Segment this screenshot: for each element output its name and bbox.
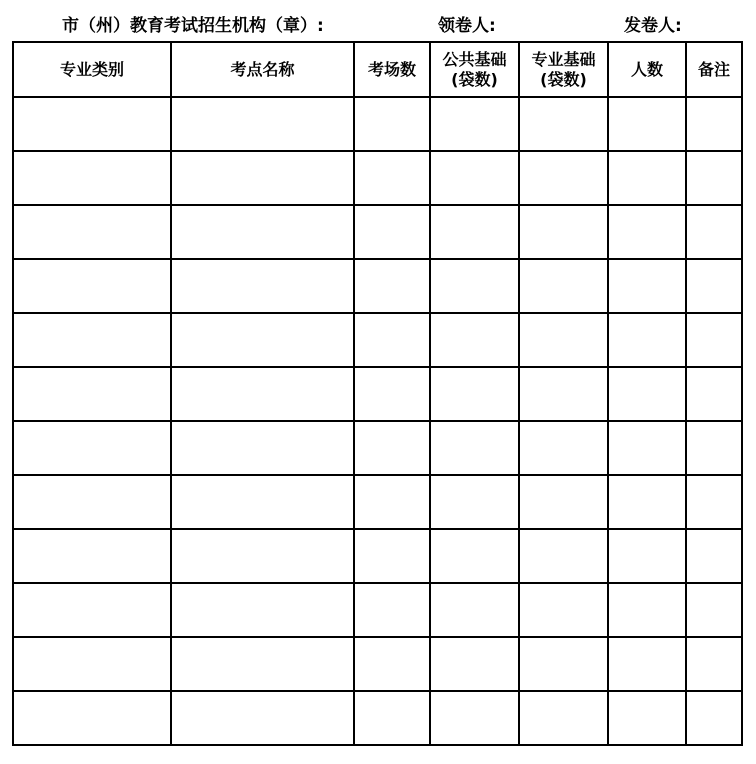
cell-headcount[interactable] — [608, 529, 686, 583]
cell-headcount[interactable] — [608, 313, 686, 367]
cell-public-basics-bags[interactable] — [430, 313, 519, 367]
table-header-row — [13, 42, 742, 97]
col-header-major-basics-bags: 专业基础 (袋数) — [519, 42, 608, 97]
cell-remarks[interactable] — [686, 637, 742, 691]
table-row — [13, 637, 742, 691]
cell-site-name[interactable] — [171, 259, 354, 313]
cell-public-basics-bags[interactable] — [430, 367, 519, 421]
table-row — [13, 691, 742, 745]
cell-headcount[interactable] — [608, 583, 686, 637]
cell-room-count[interactable] — [354, 421, 430, 475]
cell-major-category[interactable] — [13, 583, 171, 637]
distribution-table — [12, 41, 743, 746]
cell-site-name[interactable] — [171, 421, 354, 475]
cell-room-count[interactable] — [354, 691, 430, 745]
cell-major-category[interactable] — [13, 421, 171, 475]
receiver-label: 领卷人: — [438, 16, 496, 36]
cell-headcount[interactable] — [608, 151, 686, 205]
table-row — [13, 367, 742, 421]
col-header-headcount: 人数 — [608, 42, 686, 97]
cell-room-count[interactable] — [354, 259, 430, 313]
cell-site-name[interactable] — [171, 529, 354, 583]
org-seal-label: 市（州）教育考试招生机构（章）: — [62, 16, 324, 36]
cell-headcount[interactable] — [608, 691, 686, 745]
cell-room-count[interactable] — [354, 151, 430, 205]
cell-headcount[interactable] — [608, 367, 686, 421]
cell-major-basics-bags[interactable] — [519, 421, 608, 475]
cell-room-count[interactable] — [354, 97, 430, 151]
cell-headcount[interactable] — [608, 259, 686, 313]
cell-major-basics-bags[interactable] — [519, 205, 608, 259]
table-row — [13, 259, 742, 313]
col-header-public-basics-bags: 公共基础 (袋数) — [430, 42, 519, 97]
cell-major-category[interactable] — [13, 691, 171, 745]
cell-public-basics-bags[interactable] — [430, 205, 519, 259]
cell-site-name[interactable] — [171, 151, 354, 205]
cell-public-basics-bags[interactable] — [430, 475, 519, 529]
cell-major-category[interactable] — [13, 259, 171, 313]
cell-remarks[interactable] — [686, 151, 742, 205]
cell-site-name[interactable] — [171, 475, 354, 529]
cell-major-basics-bags[interactable] — [519, 475, 608, 529]
cell-remarks[interactable] — [686, 691, 742, 745]
cell-major-category[interactable] — [13, 205, 171, 259]
cell-headcount[interactable] — [608, 205, 686, 259]
cell-site-name[interactable] — [171, 691, 354, 745]
cell-public-basics-bags[interactable] — [430, 97, 519, 151]
col-header-room-count: 考场数 — [354, 42, 430, 97]
table-row — [13, 421, 742, 475]
cell-remarks[interactable] — [686, 583, 742, 637]
table-row — [13, 97, 742, 151]
cell-room-count[interactable] — [354, 205, 430, 259]
cell-major-basics-bags[interactable] — [519, 313, 608, 367]
cell-major-basics-bags[interactable] — [519, 97, 608, 151]
cell-headcount[interactable] — [608, 97, 686, 151]
cell-public-basics-bags[interactable] — [430, 583, 519, 637]
cell-site-name[interactable] — [171, 583, 354, 637]
table-row — [13, 151, 742, 205]
cell-site-name[interactable] — [171, 367, 354, 421]
cell-room-count[interactable] — [354, 583, 430, 637]
cell-major-category[interactable] — [13, 151, 171, 205]
cell-remarks[interactable] — [686, 205, 742, 259]
cell-room-count[interactable] — [354, 475, 430, 529]
table-row — [13, 313, 742, 367]
cell-site-name[interactable] — [171, 205, 354, 259]
cell-major-category[interactable] — [13, 529, 171, 583]
cell-remarks[interactable] — [686, 529, 742, 583]
cell-public-basics-bags[interactable] — [430, 259, 519, 313]
cell-room-count[interactable] — [354, 313, 430, 367]
cell-room-count[interactable] — [354, 637, 430, 691]
cell-major-category[interactable] — [13, 97, 171, 151]
table-row — [13, 205, 742, 259]
cell-major-basics-bags[interactable] — [519, 637, 608, 691]
cell-major-category[interactable] — [13, 313, 171, 367]
cell-public-basics-bags[interactable] — [430, 637, 519, 691]
table-row — [13, 583, 742, 637]
table-row — [13, 529, 742, 583]
cell-public-basics-bags[interactable] — [430, 151, 519, 205]
cell-remarks[interactable] — [686, 367, 742, 421]
table-body — [13, 97, 742, 745]
cell-site-name[interactable] — [171, 637, 354, 691]
cell-headcount[interactable] — [608, 475, 686, 529]
cell-headcount[interactable] — [608, 637, 686, 691]
cell-major-basics-bags[interactable] — [519, 367, 608, 421]
cell-remarks[interactable] — [686, 421, 742, 475]
cell-remarks[interactable] — [686, 475, 742, 529]
cell-major-basics-bags[interactable] — [519, 151, 608, 205]
cell-public-basics-bags[interactable] — [430, 421, 519, 475]
cell-major-basics-bags[interactable] — [519, 691, 608, 745]
cell-public-basics-bags[interactable] — [430, 529, 519, 583]
cell-major-category[interactable] — [13, 367, 171, 421]
cell-remarks[interactable] — [686, 97, 742, 151]
cell-room-count[interactable] — [354, 529, 430, 583]
col-header-major-category: 专业类别 — [13, 42, 171, 97]
cell-major-basics-bags[interactable] — [519, 259, 608, 313]
col-header-site-name: 考点名称 — [171, 42, 354, 97]
cell-headcount[interactable] — [608, 421, 686, 475]
cell-public-basics-bags[interactable] — [430, 691, 519, 745]
cell-major-basics-bags[interactable] — [519, 583, 608, 637]
cell-remarks[interactable] — [686, 259, 742, 313]
cell-major-category[interactable] — [13, 637, 171, 691]
table-row — [13, 475, 742, 529]
cell-site-name[interactable] — [171, 97, 354, 151]
col-header-remarks: 备注 — [686, 42, 742, 97]
cell-major-basics-bags[interactable] — [519, 529, 608, 583]
issuer-label: 发卷人: — [624, 16, 682, 36]
cell-remarks[interactable] — [686, 313, 742, 367]
cell-site-name[interactable] — [171, 313, 354, 367]
cell-room-count[interactable] — [354, 367, 430, 421]
cell-major-category[interactable] — [13, 475, 171, 529]
